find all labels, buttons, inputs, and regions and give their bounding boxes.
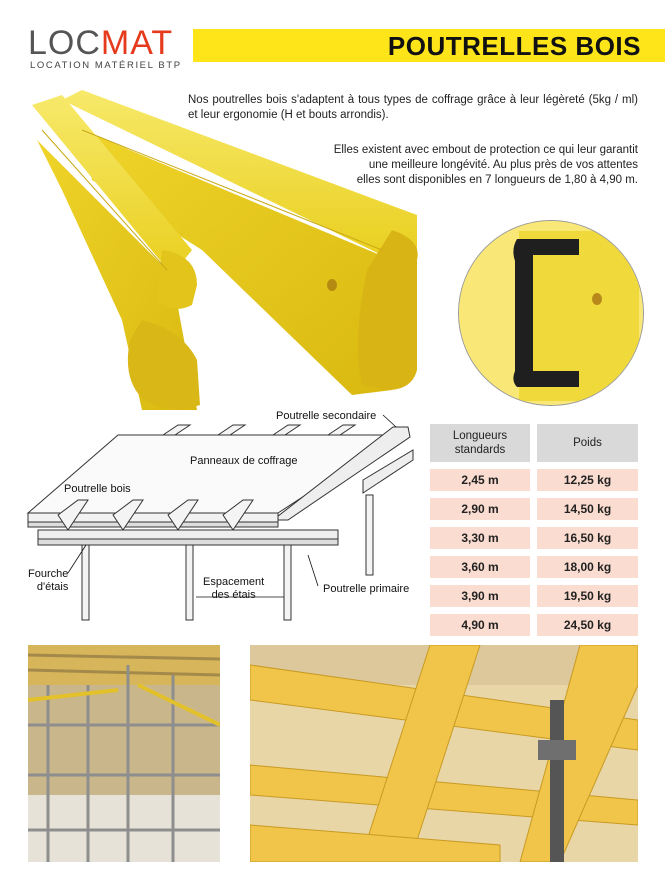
intro-line: une meilleure longévité. Au plus près de vos attentes [368, 159, 638, 171]
page-title: POUTRELLES BOIS [387, 31, 641, 61]
logo-wordmark: LOCMAT [28, 24, 174, 62]
table-row: 3,30 m 16,50 kg [430, 527, 638, 549]
intro-line: elles sont disponibles en 7 longueurs de 1,80 à 4,90 m. [356, 174, 638, 186]
header-weight: Poids [537, 424, 638, 462]
label-formwork-panels: Panneaux de coffrage [190, 455, 298, 467]
intro-line: Elles existent avec embout de protection ce qui leur garantit [333, 144, 638, 156]
scaffolding-photo [28, 645, 220, 862]
label-primary-beam: Poutrelle primaire [323, 583, 410, 595]
label-wood-beam: Poutrelle bois [64, 483, 131, 495]
table-row: 3,60 m 18,00 kg [430, 556, 638, 578]
title-banner [193, 29, 665, 62]
intro-paragraph-1: Nos poutrelles bois s'adaptent à tous types de coffrage grâce à leur légèreté (5kg / ml) et leur ergonomie (H et bouts arrondis). [188, 94, 638, 121]
wood-beams-photo [22, 90, 422, 420]
table-row: 3,90 m 19,50 kg [430, 585, 638, 607]
table-row: 2,90 m 14,50 kg [430, 498, 638, 520]
label-prop-spacing: Espacement des étais [203, 576, 265, 601]
header-lengths: Longueurs standards [430, 424, 530, 462]
table-row: 4,90 m 24,50 kg [430, 614, 638, 636]
end-cap-detail-photo [458, 220, 644, 406]
lengths-weights-table [430, 424, 638, 643]
locmat-logo [28, 26, 193, 72]
beams-prop-photo [250, 645, 638, 862]
table-row: 2,45 m 12,25 kg [430, 469, 638, 491]
label-secondary-beam: Poutrelle secondaire [276, 410, 377, 422]
table-header-row [430, 424, 638, 462]
label-prop-fork: Fourche d'étais [28, 568, 69, 593]
logo-tagline: LOCATION MATÉRIEL BTP [30, 60, 182, 71]
